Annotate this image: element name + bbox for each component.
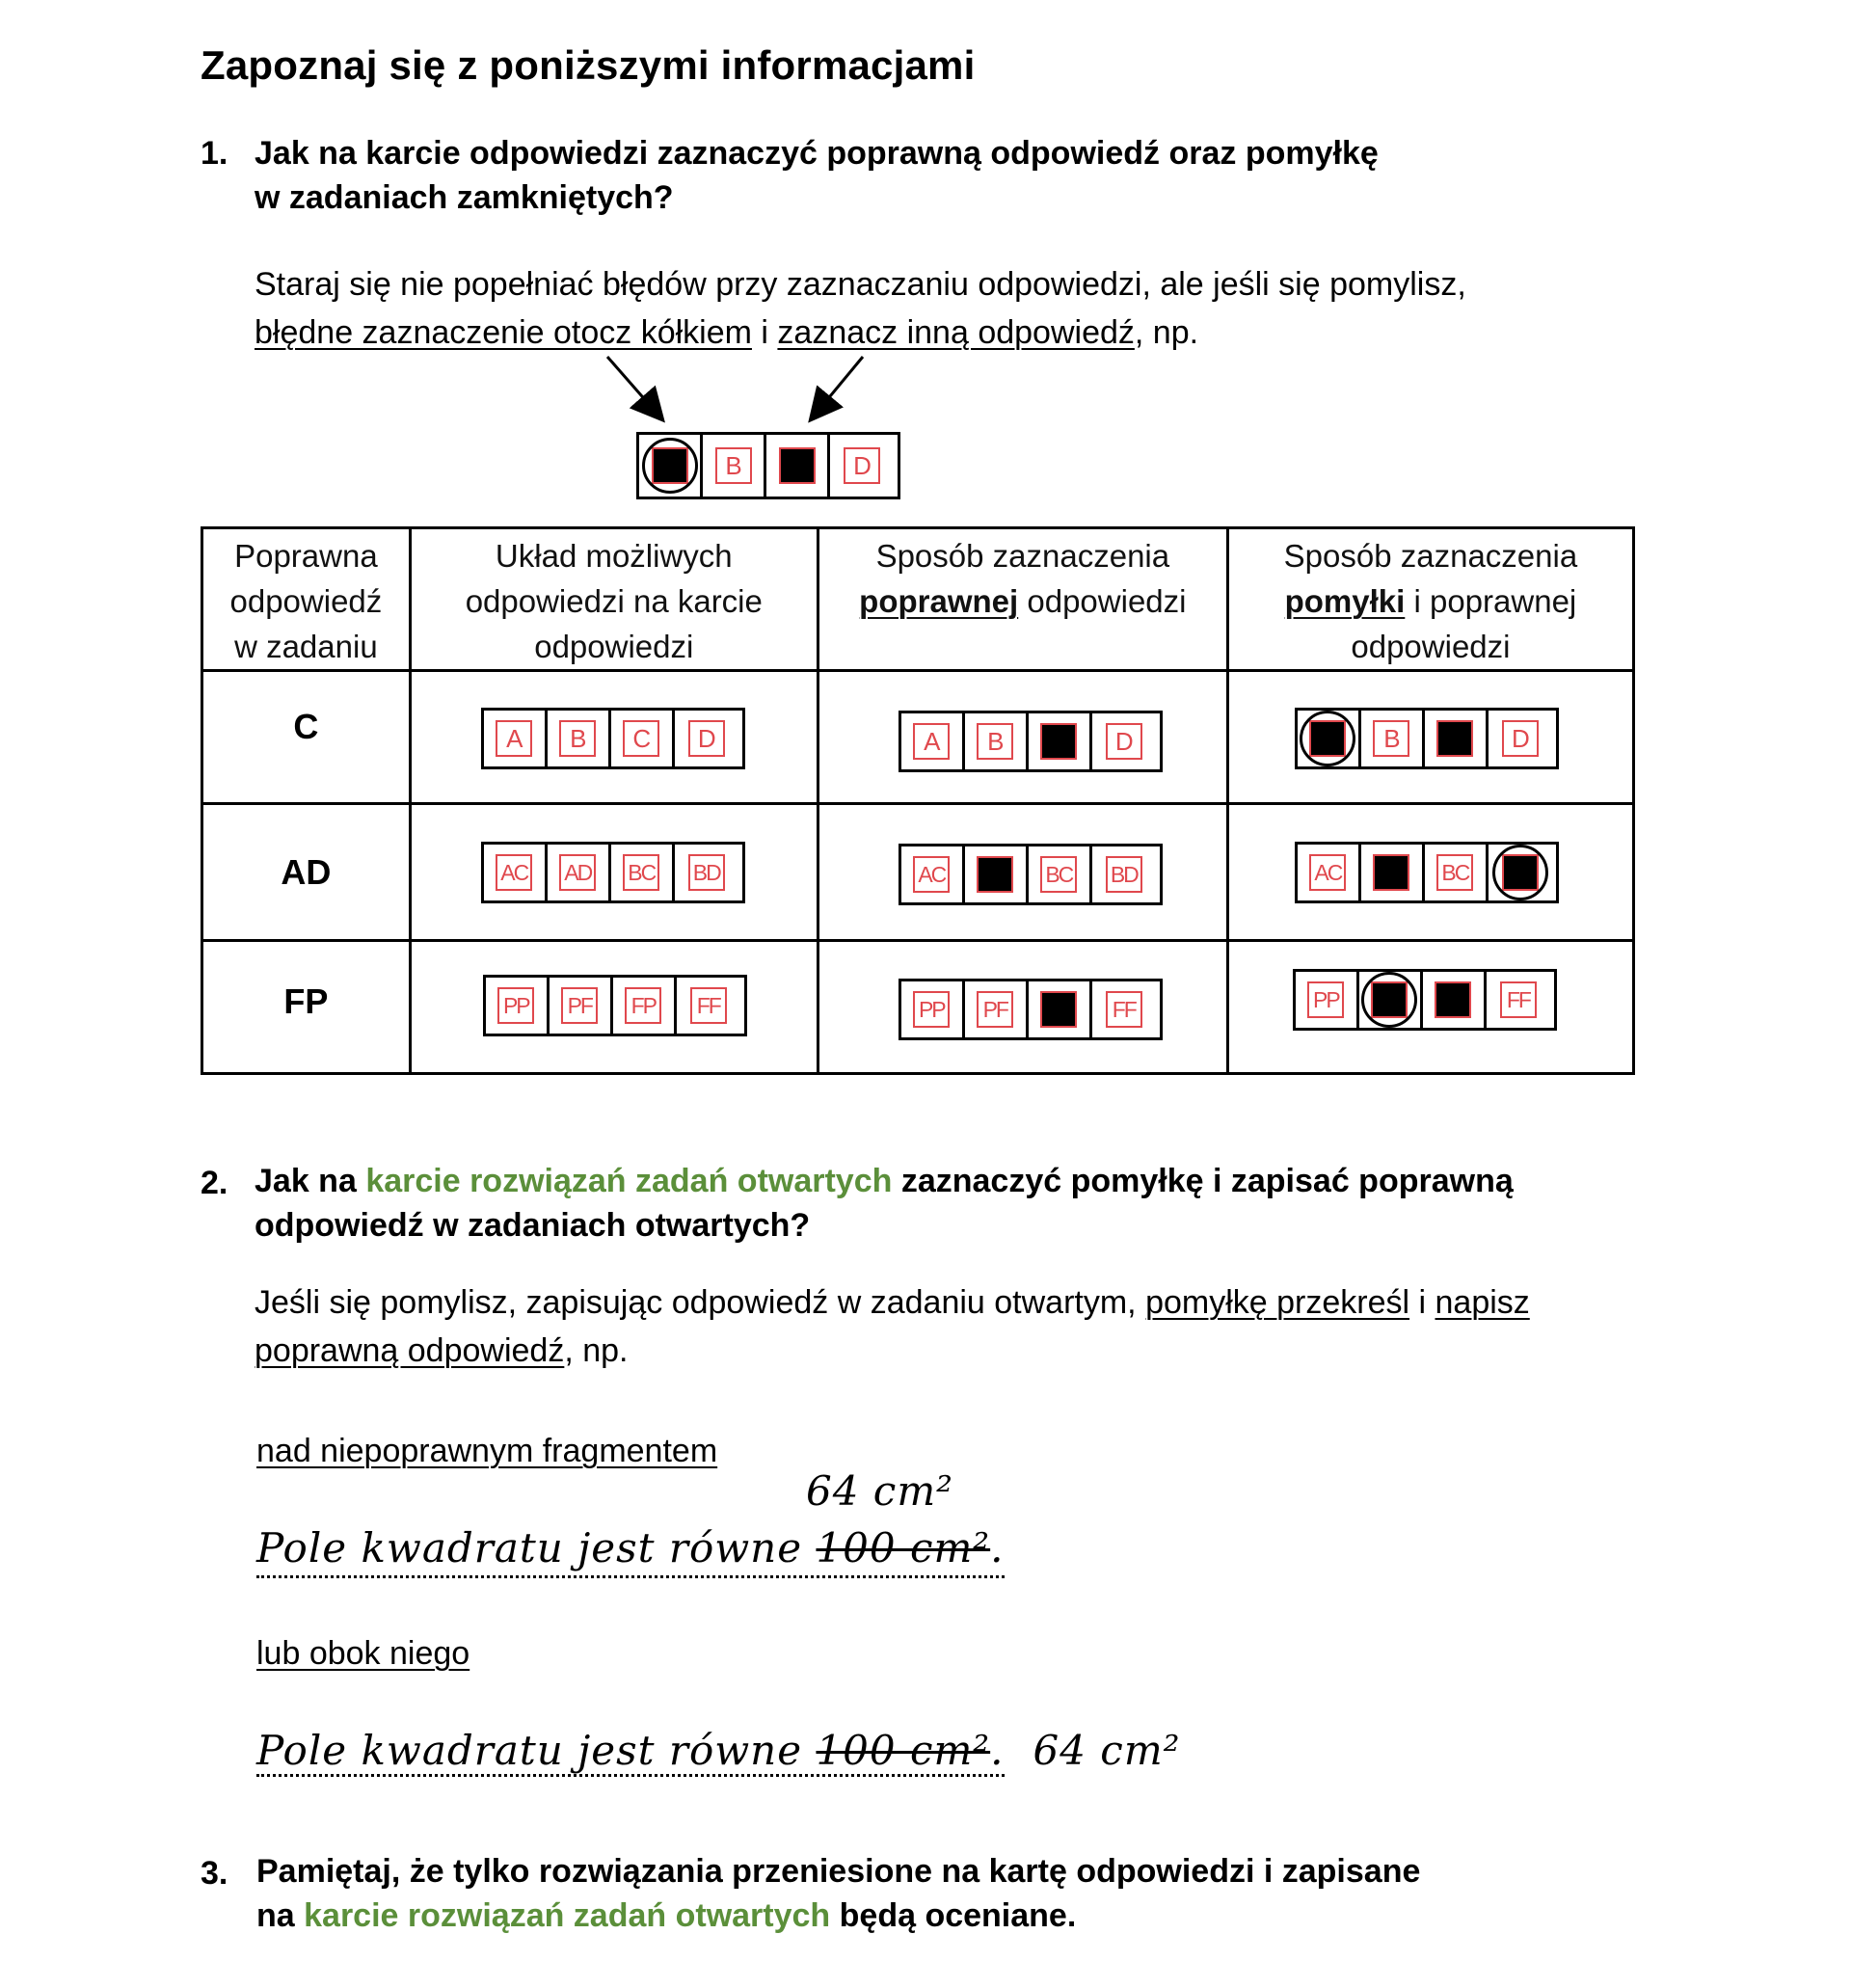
q1-np: , np. [1134,314,1199,351]
arrow-right [812,357,863,418]
option-box: B [559,720,596,757]
crossed-out-value: 100 cm² [816,1727,991,1774]
example-cell-d [830,435,894,497]
options-cell [410,941,818,1074]
header-line: odpowiedzi [1351,629,1511,664]
header-correct-answer [202,528,411,671]
filled-box [1373,854,1409,891]
q1-paragraph-line1: Staraj się nie popełniać błędów przy zaznaczaniu odpowiedzi, ale jeśli się pomylisz, [255,266,1466,303]
q1-heading [255,131,1379,220]
strip-cell [613,978,677,1034]
example-cell-b [703,435,766,497]
q3-green: karcie rozwiązań zadań otwartych [304,1897,831,1934]
strip-cell [1029,713,1092,769]
option-box: BC [1436,854,1473,891]
sentence-period: . [990,1524,1005,1572]
table-row [202,941,1634,1074]
answer-strip [899,979,1163,1040]
q1-and: i [751,314,778,351]
strip-cell [1425,711,1489,766]
options-cell [410,671,818,804]
strip-cell [901,846,965,902]
correction-beside: 64 cm² [1033,1727,1181,1774]
q2-green: karcie rozwiązań zadań otwartych [365,1163,893,1199]
header-line: Sposób zaznaczenia [1283,538,1578,574]
table-row [202,671,1634,804]
strip-cell [1359,972,1423,1028]
strip-cell [548,711,611,766]
q2-underline-correct: poprawną odpowiedź [255,1332,565,1369]
options-cell [410,804,818,941]
q3-pre: na [256,1897,305,1934]
option-box: FF [1500,981,1537,1018]
q2-paragraph-line2 [255,1327,1623,1375]
strip-cell [1092,846,1156,902]
option-box: AC [1309,854,1346,891]
strip-cell [1092,713,1156,769]
q2-and: i [1409,1284,1435,1321]
q2-paragraph [255,1278,1623,1375]
header-bold-word: pomyłki [1284,583,1406,619]
answer-strip [1295,708,1559,769]
q3-heading-line2 [256,1894,1420,1938]
answer-strip [899,711,1163,772]
q2-heading-line1 [255,1159,1514,1203]
mistake-cell [1227,941,1633,1074]
q2-underline-strike: pomyłkę przekreśl [1145,1284,1410,1321]
strip-cell [1487,972,1550,1028]
header-line: odpowiedzi na karcie [465,583,763,619]
filled-box [1040,991,1077,1028]
table-row [202,804,1634,941]
answer-strip [1295,842,1559,903]
strip-cell [1029,846,1092,902]
header-mistake-marking [1227,528,1633,671]
q2-number: 2. [201,1165,228,1201]
q1-paragraph-line2 [255,309,1466,357]
answer-strip [1293,969,1557,1031]
header-word: odpowiedzi [1018,583,1187,619]
option-box: PP [497,987,534,1024]
q2-paragraph-line1 [255,1278,1623,1327]
header-line: Poprawna [234,538,378,574]
header-line: Sposób zaznaczenia [875,538,1170,574]
strip-cell [1298,711,1361,766]
strip-cell [1489,711,1552,766]
header-line [1229,578,1632,624]
sentence-text: Pole kwadratu jest równe [256,1727,817,1774]
option-box: FF [1106,991,1142,1028]
option-box: PP [1307,981,1344,1018]
strip-cell [901,981,965,1037]
strip-cell [484,845,548,900]
mistake-cell [1227,671,1633,804]
q2-underline-write: napisz [1435,1284,1530,1321]
sentence-dotted [256,1727,1005,1777]
marking-table [201,526,1635,1075]
strip-cell [1029,981,1092,1037]
strip-cell [965,713,1029,769]
option-box: D [844,447,880,484]
example-sentence-1 [256,1521,1005,1578]
option-box: BD [1106,856,1142,893]
strip-cell [548,845,611,900]
strip-cell [1296,972,1359,1028]
correct-cell [818,941,1227,1074]
q2-np: , np. [564,1332,629,1369]
q1-number: 1. [201,135,228,172]
option-box: AD [559,854,596,891]
sentence-period: . [990,1727,1005,1774]
header-line: Układ możliwych [495,538,733,574]
q1-underline-circle: błędne zaznaczenie otocz kółkiem [255,314,752,351]
strip-cell [677,978,740,1034]
option-box: BC [1040,856,1077,893]
filled-box [1435,981,1471,1018]
q1-underline-other: zaznacz inną odpowiedź [777,314,1135,351]
option-box: FP [625,987,661,1024]
filled-box [977,856,1013,893]
strip-cell [965,981,1029,1037]
option-box: PP [913,991,950,1028]
option-box: AC [496,854,532,891]
circle-mark [642,438,698,494]
option-box: BC [623,854,659,891]
answer-strip [483,975,747,1036]
option-box: C [623,720,659,757]
q3-heading-line1: Pamiętaj, że tylko rozwiązania przeniesione na kartę odpowiedzi i zapisane [256,1853,1421,1890]
row-label: AD [202,804,411,941]
header-layout [410,528,818,671]
q2-heading-line2: odpowiedź w zadaniach otwartych? [255,1207,811,1244]
answer-strip [481,708,745,769]
answer-strip [481,842,745,903]
sentence-text: Pole kwadratu jest równe [256,1524,817,1572]
q2-post: zaznaczyć pomyłkę i zapisać poprawną [892,1163,1514,1199]
option-box: B [715,447,752,484]
strip-cell [611,845,675,900]
option-box: AC [913,856,950,893]
header-word: i poprawnej [1405,583,1577,619]
header-bold-word: poprawnej [859,583,1019,619]
option-box: BD [688,854,725,891]
circle-mark [1361,972,1417,1028]
header-line: w zadaniu [234,629,378,664]
strip-cell [611,711,675,766]
example-arrows [588,353,877,424]
header-correct-marking [818,528,1227,671]
strip-cell [901,713,965,769]
mistake-cell [1227,804,1633,941]
option-box: PF [561,987,598,1024]
row-label: FP [202,941,411,1074]
q2-p-pre: Jeśli się pomylisz, zapisując odpowiedź w zadaniu otwartym, [255,1284,1146,1321]
strip-cell [1298,845,1361,900]
example-answer-strip [636,432,900,499]
header-line: odpowiedź [229,583,383,619]
header-line: odpowiedzi [534,629,694,664]
strip-cell [675,711,738,766]
example-cell-c [766,435,830,497]
q3-post: będą oceniane. [830,1897,1077,1934]
table-header-row [202,528,1634,671]
q3-heading [256,1849,1420,1938]
strip-cell [1489,845,1552,900]
filled-box [1436,720,1473,757]
strip-cell [1092,981,1156,1037]
q1-paragraph [255,260,1466,357]
option-box: B [1373,720,1409,757]
strip-cell [965,846,1029,902]
q3-number: 3. [201,1855,228,1892]
label-beside: lub obok niego [256,1635,470,1672]
circle-mark [1492,845,1548,900]
q2-heading [255,1159,1514,1248]
strip-cell [1425,845,1489,900]
correction-above: 64 cm² [806,1467,953,1515]
crossed-out-value: 100 cm² [816,1524,991,1572]
example-sentence-2 [256,1724,1180,1778]
arrow-left [607,357,661,418]
answer-strip [899,844,1163,905]
strip-cell [1361,845,1425,900]
q1-heading-line2: w zadaniach zamkniętych? [255,179,674,216]
option-box: PF [977,991,1013,1028]
option-box: A [496,720,532,757]
q1-heading-line1: Jak na karcie odpowiedzi zaznaczyć poprawną odpowiedź oraz pomyłkę [255,135,1379,172]
header-line [819,578,1226,624]
strip-cell [675,845,738,900]
filled-box [779,447,816,484]
filled-box [1040,723,1077,760]
strip-cell [1423,972,1487,1028]
page-title: Zapoznaj się z poniższymi informacjami [201,42,976,88]
example-cell-a [639,435,703,497]
circle-mark [1300,711,1355,766]
strip-cell [550,978,613,1034]
option-box: A [913,723,950,760]
option-box: D [1106,723,1142,760]
correct-cell [818,804,1227,941]
row-label: C [202,671,411,804]
label-above: nad niepoprawnym fragmentem [256,1433,718,1469]
correct-cell [818,671,1227,804]
option-box: D [688,720,725,757]
strip-cell [1361,711,1425,766]
strip-cell [484,711,548,766]
strip-cell [486,978,550,1034]
q2-pre: Jak na [255,1163,366,1199]
option-box: FF [690,987,727,1024]
option-box: D [1502,720,1539,757]
option-box: B [977,723,1013,760]
